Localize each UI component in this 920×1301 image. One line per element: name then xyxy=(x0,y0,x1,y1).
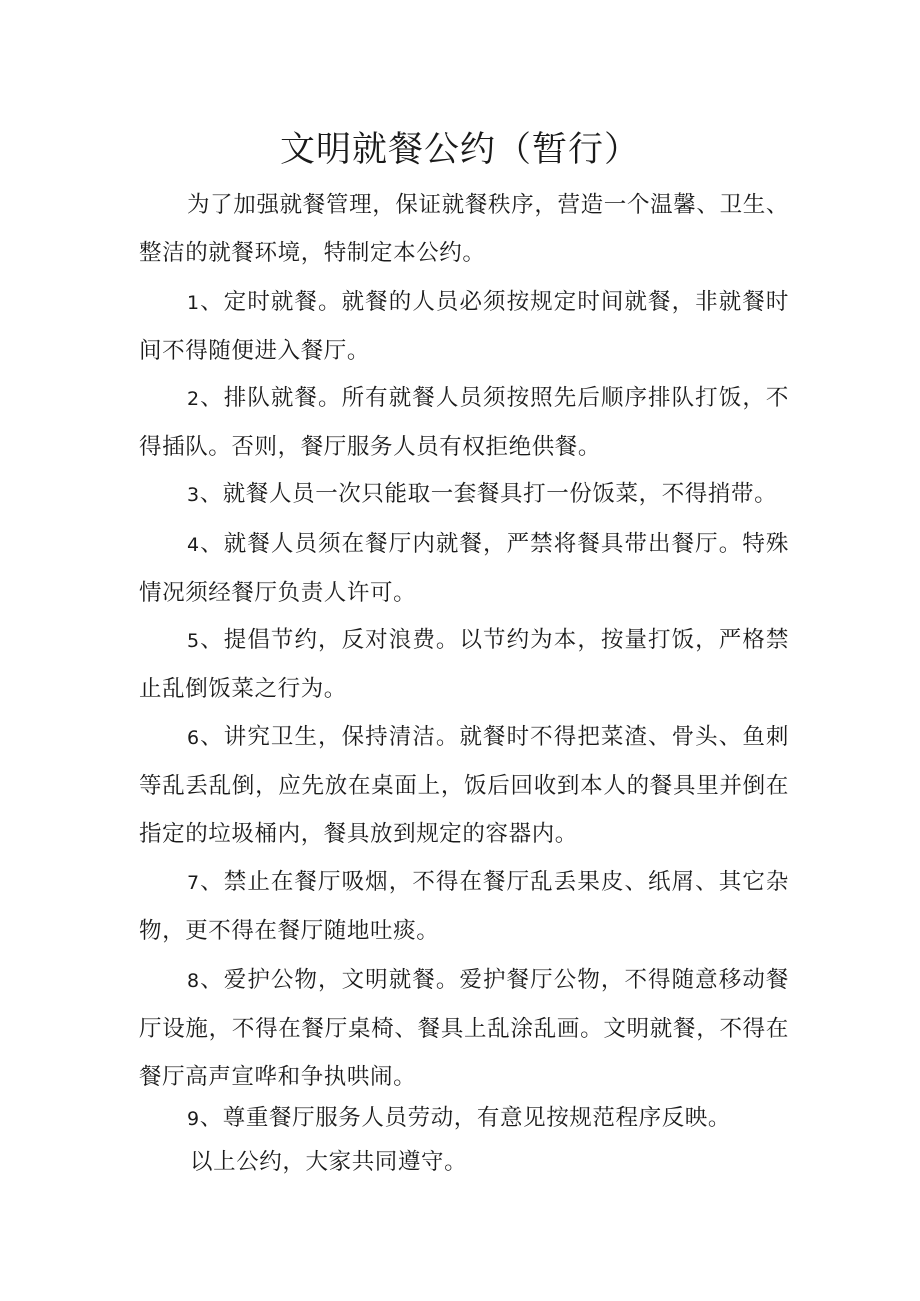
closing-line: 以上公约，大家共同遵守。 xyxy=(190,1149,468,1175)
rule-number: 7 xyxy=(187,872,200,894)
rule-item xyxy=(139,278,789,375)
rule-item xyxy=(139,858,789,955)
rule-item xyxy=(139,1102,789,1135)
rule-text: 、讲究卫生，保持清洁。就餐时不得把菜渣、骨头、鱼刺等乱丢乱倒，应先放在桌面上，饭后回收到本人的餐具里并倒在指定的垃圾桶内，餐具放到规定的容器内。 xyxy=(139,724,789,847)
rule-item xyxy=(139,470,789,519)
intro-paragraph: 为了加强就餐管理，保证就餐秩序，营造一个温馨、卫生、整洁的就餐环境，特制定本公约。 xyxy=(139,192,789,266)
rule-number: 9 xyxy=(187,1108,200,1130)
rule-number: 5 xyxy=(187,630,200,652)
rule-text: 、定时就餐。就餐的人员必须按规定时间就餐，非就餐时间不得随便进入餐厅。 xyxy=(139,289,789,364)
rule-item xyxy=(139,956,789,1101)
rule-item xyxy=(139,713,789,858)
rule-number: 2 xyxy=(187,388,200,410)
rule-text: 、提倡节约，反对浪费。以节约为本，按量打饭，严格禁止乱倒饭菜之行为。 xyxy=(139,627,789,702)
rule-number: 8 xyxy=(187,970,200,992)
rule-number: 1 xyxy=(187,292,200,314)
rule-text: 、就餐人员须在餐厅内就餐，严禁将餐具带出餐厅。特殊情况须经餐厅负责人许可。 xyxy=(139,531,789,606)
rule-item xyxy=(139,520,789,617)
page-title: 文明就餐公约（暂行） xyxy=(279,130,640,170)
rule-text: 、禁止在餐厅吸烟，不得在餐厅乱丢果皮、纸屑、其它杂物，更不得在餐厅随地吐痰。 xyxy=(139,869,789,944)
rule-text: 、尊重餐厅服务人员劳动，有意见按规范程序反映。 xyxy=(199,1105,732,1131)
rule-text: 、爱护公物，文明就餐。爱护餐厅公物，不得随意移动餐厅设施，不得在餐厅桌椅、餐具上乱涂乱画。文明就餐，不得在餐厅高声宣哗和争执哄闹。 xyxy=(139,967,789,1090)
rule-item xyxy=(139,616,789,713)
rule-number: 6 xyxy=(187,727,200,749)
rule-item xyxy=(139,374,789,471)
rule-number: 3 xyxy=(187,484,200,506)
rule-number: 4 xyxy=(187,534,200,556)
rule-text: 、排队就餐。所有就餐人员须按照先后顺序排队打饭，不得插队。否则，餐厅服务人员有权拒绝供餐。 xyxy=(139,385,789,460)
rule-text: 、就餐人员一次只能取一套餐具打一份饭菜，不得捎带。 xyxy=(199,481,778,507)
